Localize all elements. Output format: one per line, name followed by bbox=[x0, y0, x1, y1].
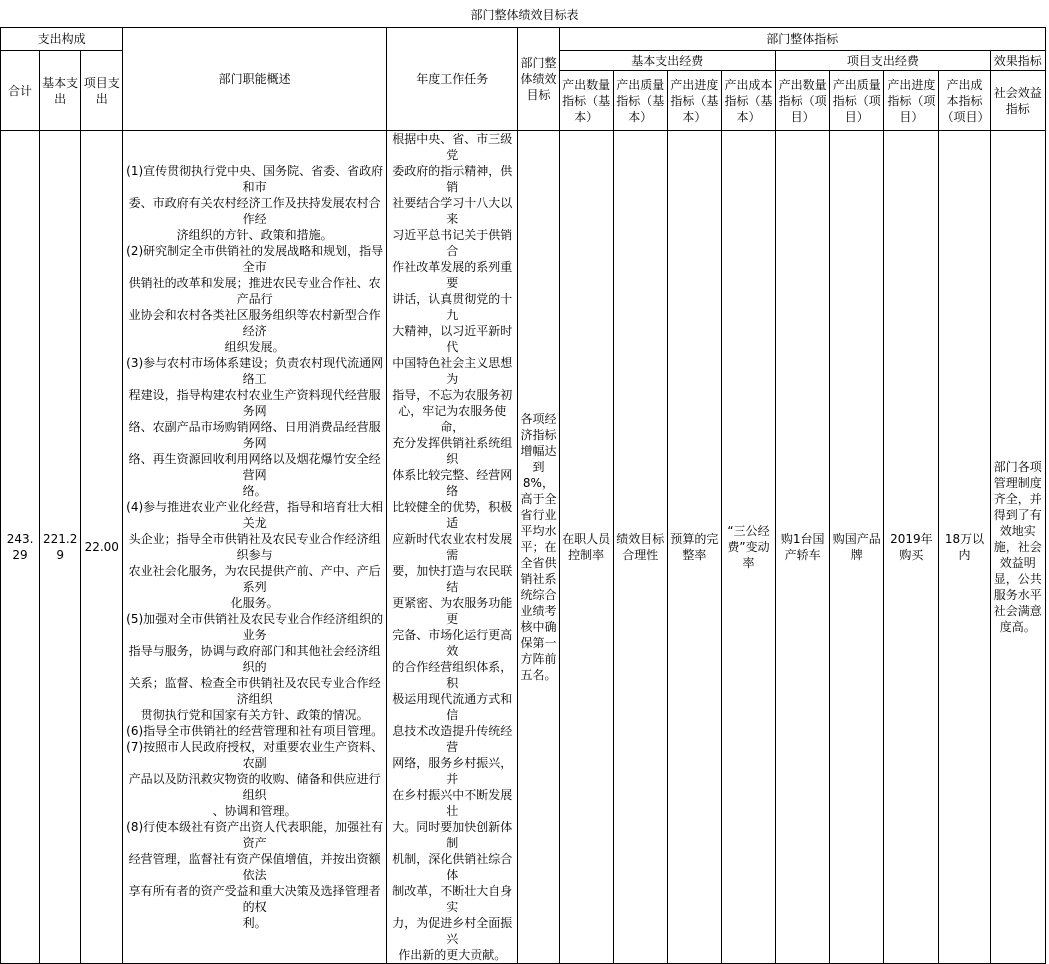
text-line: 极运用现代流通方式和信 bbox=[392, 692, 513, 722]
header-total: 合计 bbox=[1, 51, 40, 131]
text-line: (7)按照市人民政府授权，对重要农业生产资料、农副 bbox=[126, 740, 384, 770]
header-basic-expense: 基本支出 bbox=[40, 51, 81, 131]
text-line: 充分发挥供销社系统组织 bbox=[392, 436, 513, 466]
performance-table bbox=[0, 27, 1046, 964]
text-line: 心，牢记为农服务使命， bbox=[398, 404, 507, 434]
text-line: 供销社的改革和发展；推进农民专业合作社、农产品行 bbox=[128, 276, 381, 306]
text-line: (6)指导全市供销社的经营管理和社有项目管理。 bbox=[126, 724, 384, 738]
header-project-expense: 项目支出 bbox=[81, 51, 123, 131]
header-proj-qty: 产出数量指标（项目） bbox=[776, 71, 830, 131]
text-line: 讲话，认真贯彻党的十九 bbox=[392, 292, 513, 322]
header-basic-qty: 产出数量指标（基本） bbox=[559, 71, 613, 131]
header-expense-composition: 支出构成 bbox=[1, 28, 123, 51]
cell-dept-functions bbox=[123, 131, 387, 964]
text-line: 程建设，指导构建农村农业生产资料现代经营服务网 bbox=[128, 388, 381, 418]
cell-proj-quality: 购国产品牌 bbox=[830, 131, 884, 964]
text-line: 比较健全的优势，积极适 bbox=[392, 500, 513, 530]
text-line: 络、再生资源回收利用网络以及烟花爆竹安全经营网 bbox=[128, 452, 381, 482]
header-proj-progress: 产出进度指标（项目） bbox=[884, 71, 939, 131]
header-proj-cost: 产出成本指标（项目） bbox=[939, 71, 990, 131]
text-line: (8)行使本级社有资产出资人代表职能，加强社有资产 bbox=[126, 820, 384, 850]
header-project-group: 项目支出经费 bbox=[776, 51, 991, 71]
header-overall-goal: 部门整体绩效目标 bbox=[518, 28, 559, 131]
text-line: 济组织的方针、政策和措施。 bbox=[176, 228, 333, 242]
cell-annual-tasks bbox=[387, 131, 518, 964]
cell-project: 22.00 bbox=[81, 131, 123, 964]
text-line: 完备、市场化运行更高效 bbox=[392, 628, 513, 658]
cell-basic-cost: “三公经费”变动率 bbox=[721, 131, 775, 964]
cell-proj-progress: 2019年购买 bbox=[884, 131, 939, 964]
text-line: 委、市政府有关农村经济工作及扶持发展农村合作经 bbox=[128, 196, 381, 226]
text-line: 体系比较完整、经营网络 bbox=[392, 468, 513, 498]
text-line: 、协调和管理。 bbox=[212, 804, 297, 818]
text-line: 制改革，不断壮大自身实 bbox=[392, 884, 513, 914]
header-basic-quality: 产出质量指标（基本） bbox=[613, 71, 667, 131]
text-line: 络、农副产品市场购销网络、日用消费品经营服务网 bbox=[128, 420, 381, 450]
text-line: 应新时代农业农村发展需 bbox=[392, 532, 513, 562]
cell-total: 243.29 bbox=[1, 131, 40, 964]
text-line: 的合作经营组织体系，积 bbox=[392, 660, 513, 690]
cell-proj-qty: 购1台国产轿车 bbox=[776, 131, 830, 964]
header-basic-group: 基本支出经费 bbox=[559, 51, 776, 71]
header-basic-progress: 产出进度指标（基本） bbox=[667, 71, 721, 131]
annual-tasks-text bbox=[389, 131, 515, 963]
text-line: 利。 bbox=[242, 916, 267, 930]
text-line: 经营管理，监督社有资产保值增值，并按出资额依法 bbox=[128, 852, 381, 882]
text-line: (3)参与农村市场体系建设；负责农村现代流通网络工 bbox=[126, 356, 384, 386]
text-line: 络。 bbox=[242, 484, 267, 498]
text-line: 中国特色社会主义思想为 bbox=[392, 356, 513, 386]
cell-basic-qty: 在职人员控制率 bbox=[559, 131, 613, 964]
text-line: 业协会和农村各类社区服务组织等农村新型合作经济 bbox=[128, 308, 381, 338]
text-line: 产品以及防汛救灾物资的收购、储备和供应进行组织 bbox=[128, 772, 381, 802]
text-line: 机制，深化供销社综合体 bbox=[392, 852, 513, 882]
text-line: 习近平总书记关于供销合 bbox=[392, 228, 513, 258]
text-line: 关系；监督、检查全市供销社及农民专业合作经济组织 bbox=[128, 676, 381, 706]
cell-overall-goal: 各项经济指标增幅达到8%，高于全省行业平均水平；在全省供销社系统综合业绩考核中确保第一方阵前五名。 bbox=[518, 131, 559, 964]
text-line: 贯彻执行党和国家有关方针、政策的情况。 bbox=[140, 708, 369, 722]
text-line: 享有所有者的资产受益和重大决策及选择管理者的权 bbox=[128, 884, 381, 914]
header-annual-tasks: 年度工作任务 bbox=[387, 28, 518, 131]
table-row bbox=[1, 131, 1046, 964]
cell-social-benefit: 部门各项管理制度齐全，并得到了有效地实施，社会效益明显，公共服务水平社会满意度高。 bbox=[990, 131, 1045, 964]
text-line: 根据中央、省、市三级党 bbox=[392, 132, 513, 162]
header-proj-quality: 产出质量指标（项目） bbox=[830, 71, 884, 131]
text-line: 头企业；指导全市供销社及农民专业合作经济组织参与 bbox=[128, 532, 381, 562]
header-overall-indicators: 部门整体指标 bbox=[559, 28, 1046, 51]
cell-basic: 221.29 bbox=[40, 131, 81, 964]
text-line: 组织发展。 bbox=[224, 340, 285, 354]
text-line: (1)宣传贯彻执行党中央、国务院、省委、省政府和市 bbox=[126, 164, 384, 194]
text-line: 息技术改造提升传统经营 bbox=[392, 724, 513, 754]
text-line: 作出新的更大贡献。 bbox=[398, 948, 507, 962]
text-line: 化服务。 bbox=[230, 596, 279, 610]
text-line: 力，为促进乡村全面振兴 bbox=[392, 916, 513, 946]
text-line: 指导，不忘为农服务初 bbox=[392, 388, 513, 402]
text-line: 委政府的指示精神，供销 bbox=[392, 164, 513, 194]
text-line: 大精神，以习近平新时代 bbox=[392, 324, 513, 354]
text-line: 网络，服务乡村振兴，并 bbox=[392, 756, 513, 786]
dept-functions-text bbox=[125, 163, 384, 931]
cell-basic-quality: 绩效目标合理性 bbox=[613, 131, 667, 964]
text-line: (4)参与推进农业产业化经营，指导和培育壮大相关龙 bbox=[126, 500, 384, 530]
text-line: (5)加强对全市供销社及农民专业合作经济组织的业务 bbox=[126, 612, 384, 642]
header-effect-group: 效果指标 bbox=[990, 51, 1045, 71]
cell-basic-progress: 预算的完整率 bbox=[667, 131, 721, 964]
text-line: 更紧密、为农服务功能更 bbox=[392, 596, 513, 626]
cell-proj-cost: 18万以内 bbox=[939, 131, 990, 964]
text-line: 指导与服务，协调与政府部门和其他社会经济组织的 bbox=[128, 644, 381, 674]
header-basic-cost: 产出成本指标（基本） bbox=[721, 71, 775, 131]
text-line: 在乡村振兴中不断发展壮 bbox=[392, 788, 513, 818]
page-title: 部门整体绩效目标表 bbox=[470, 8, 579, 22]
text-line: 社要结合学习十八大以来 bbox=[392, 196, 513, 226]
text-line: 农业社会化服务，为农民提供产前、产中、产后系列 bbox=[128, 564, 381, 594]
text-line: 作社改革发展的系列重要 bbox=[392, 260, 513, 290]
text-line: 大。同时要加快创新体制 bbox=[392, 820, 513, 850]
header-social-benefit: 社会效益指标 bbox=[990, 71, 1045, 131]
header-dept-functions: 部门职能概述 bbox=[123, 28, 387, 131]
text-line: 要，加快打造与农民联结 bbox=[392, 564, 513, 594]
text-line: (2)研究制定全市供销社的发展战略和规划，指导全市 bbox=[126, 244, 384, 274]
